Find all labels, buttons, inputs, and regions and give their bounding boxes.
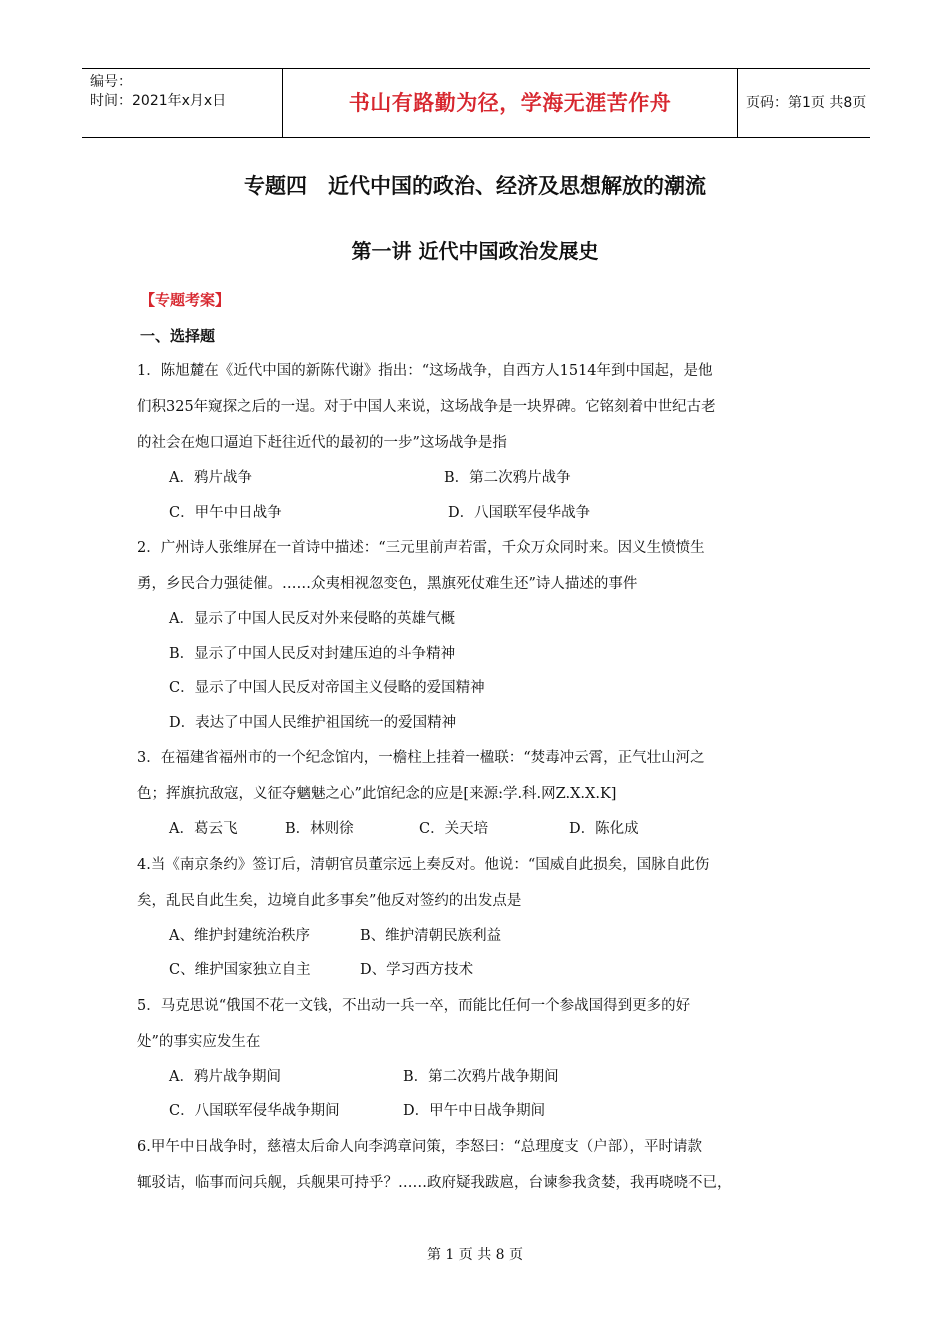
question-text-line: 辄驳诘，临事而问兵舰，兵舰果可持乎？……政府疑我跋扈，台谏参我贪婪，我再哓哓不已， — [137, 1174, 732, 1191]
option-a: A、维护封建统治秩序 — [169, 927, 310, 944]
part-heading: 一、选择题 — [140, 327, 216, 345]
document-title: 专题四 近代中国的政治、经济及思想解放的潮流 — [244, 174, 706, 198]
option-d: D．甲午中日战争期间 — [403, 1103, 546, 1119]
option-c: C、维护国家独立自主 — [169, 962, 311, 978]
question-4 — [137, 847, 817, 988]
option-c: C．甲午中日战争 — [169, 504, 282, 521]
question-list — [137, 353, 817, 1201]
question-text-line: 处”的事实应发生在 — [137, 1033, 261, 1050]
option-c: C．显示了中国人民反对帝国主义侵略的爱国精神 — [169, 680, 485, 696]
header-page-info: 页码：第1页 共8页 — [746, 95, 867, 111]
option-d: D、学习西方技术 — [360, 962, 474, 978]
option-row — [137, 919, 817, 954]
question-text-line: 色；挥旗抗敌寇，义征夺魑魅之心”此馆纪念的应是[来源:学.科.网Z.X.X.K] — [137, 786, 617, 802]
question-1 — [137, 353, 817, 530]
question-text-line: 2．广州诗人张维屏在一首诗中描述：“三元里前声若雷，千众万众同时来。因义生愤愤生 — [137, 540, 705, 556]
question-text-line: 4.当《南京条约》签订后，清朝官员董宗远上奏反对。他说：“国威自此损矣，国脉自此伤 — [137, 856, 710, 873]
option-b: B．第二次鸦片战争 — [444, 470, 571, 486]
option-d: D．表达了中国人民维护祖国统一的爱国精神 — [169, 714, 457, 731]
question-text-line: 们积325年窥探之后的一逞。对于中国人来说，这场战争是一块界碑。它铭刻着中世纪古老 — [137, 399, 716, 415]
option-b: B．显示了中国人民反对封建压迫的斗争精神 — [169, 645, 456, 662]
page-header — [82, 68, 870, 138]
header-motto: 书山有路勤为径，学海无涯苦作舟 — [282, 69, 738, 137]
option-row — [137, 1094, 817, 1129]
option-c: C．八国联军侵华战争期间 — [169, 1103, 340, 1119]
question-text-line: 1．陈旭麓在《近代中国的新陈代谢》指出：“这场战争，自西方人1514年到中国起，是他 — [137, 363, 713, 379]
lecture-subtitle: 第一讲 近代中国政治发展史 — [351, 239, 599, 263]
option-row — [137, 953, 817, 988]
option-d: D．陈化成 — [569, 821, 639, 837]
question-3 — [137, 740, 817, 847]
question-5 — [137, 988, 817, 1129]
question-text-line: 的社会在炮口逼迫下赶往近代的最初的一步”这场战争是指 — [137, 435, 507, 451]
option-a: A．鸦片战争期间 — [169, 1068, 281, 1085]
option-row — [137, 496, 817, 531]
option-row — [137, 812, 817, 847]
question-text-line: 勇，乡民合力强徒催。……众夷相视忽变色，黑旗死仗难生还”诗人描述的事件 — [137, 576, 638, 592]
option-c: C．关天培 — [419, 821, 489, 837]
option-row — [137, 1060, 817, 1095]
doc-number-label: 编号： — [90, 74, 132, 90]
option-b: B．林则徐 — [285, 821, 354, 837]
question-6 — [137, 1129, 817, 1201]
question-text-line: 5．马克思说“俄国不花一文钱，不出动一兵一卒，而能比任何一个参战国得到更多的好 — [137, 997, 691, 1014]
section-label: 【专题考案】 — [140, 291, 231, 309]
page-footer: 第 1 页 共 8 页 — [426, 1247, 524, 1263]
option-a: A．鸦片战争 — [169, 470, 252, 486]
doc-time-label: 时间：2021年x月x日 — [90, 93, 227, 109]
option-a: A．显示了中国人民反对外来侵略的英雄气概 — [169, 611, 455, 627]
question-text-line: 3．在福建省福州市的一个纪念馆内，一檐柱上挂着一楹联：“焚毒冲云霄，正气壮山河之 — [137, 750, 705, 766]
option-d: D．八国联军侵华战争 — [448, 504, 591, 521]
option-b: B、维护清朝民族利益 — [360, 927, 502, 944]
option-a: A．葛云飞 — [169, 821, 238, 837]
header-meta-cell — [82, 69, 282, 137]
option-row — [137, 461, 817, 496]
question-text-line: 6.甲午中日战争时，慈禧太后命人向李鸿章问策，李怒曰：“总理度支（户部），平时请款 — [137, 1138, 702, 1155]
question-text-line: 矣，乱民自此生矣，边境自此多事矣”他反对签约的出发点是 — [137, 892, 522, 909]
option-b: B．第二次鸦片战争期间 — [403, 1068, 559, 1085]
question-2 — [137, 530, 817, 740]
